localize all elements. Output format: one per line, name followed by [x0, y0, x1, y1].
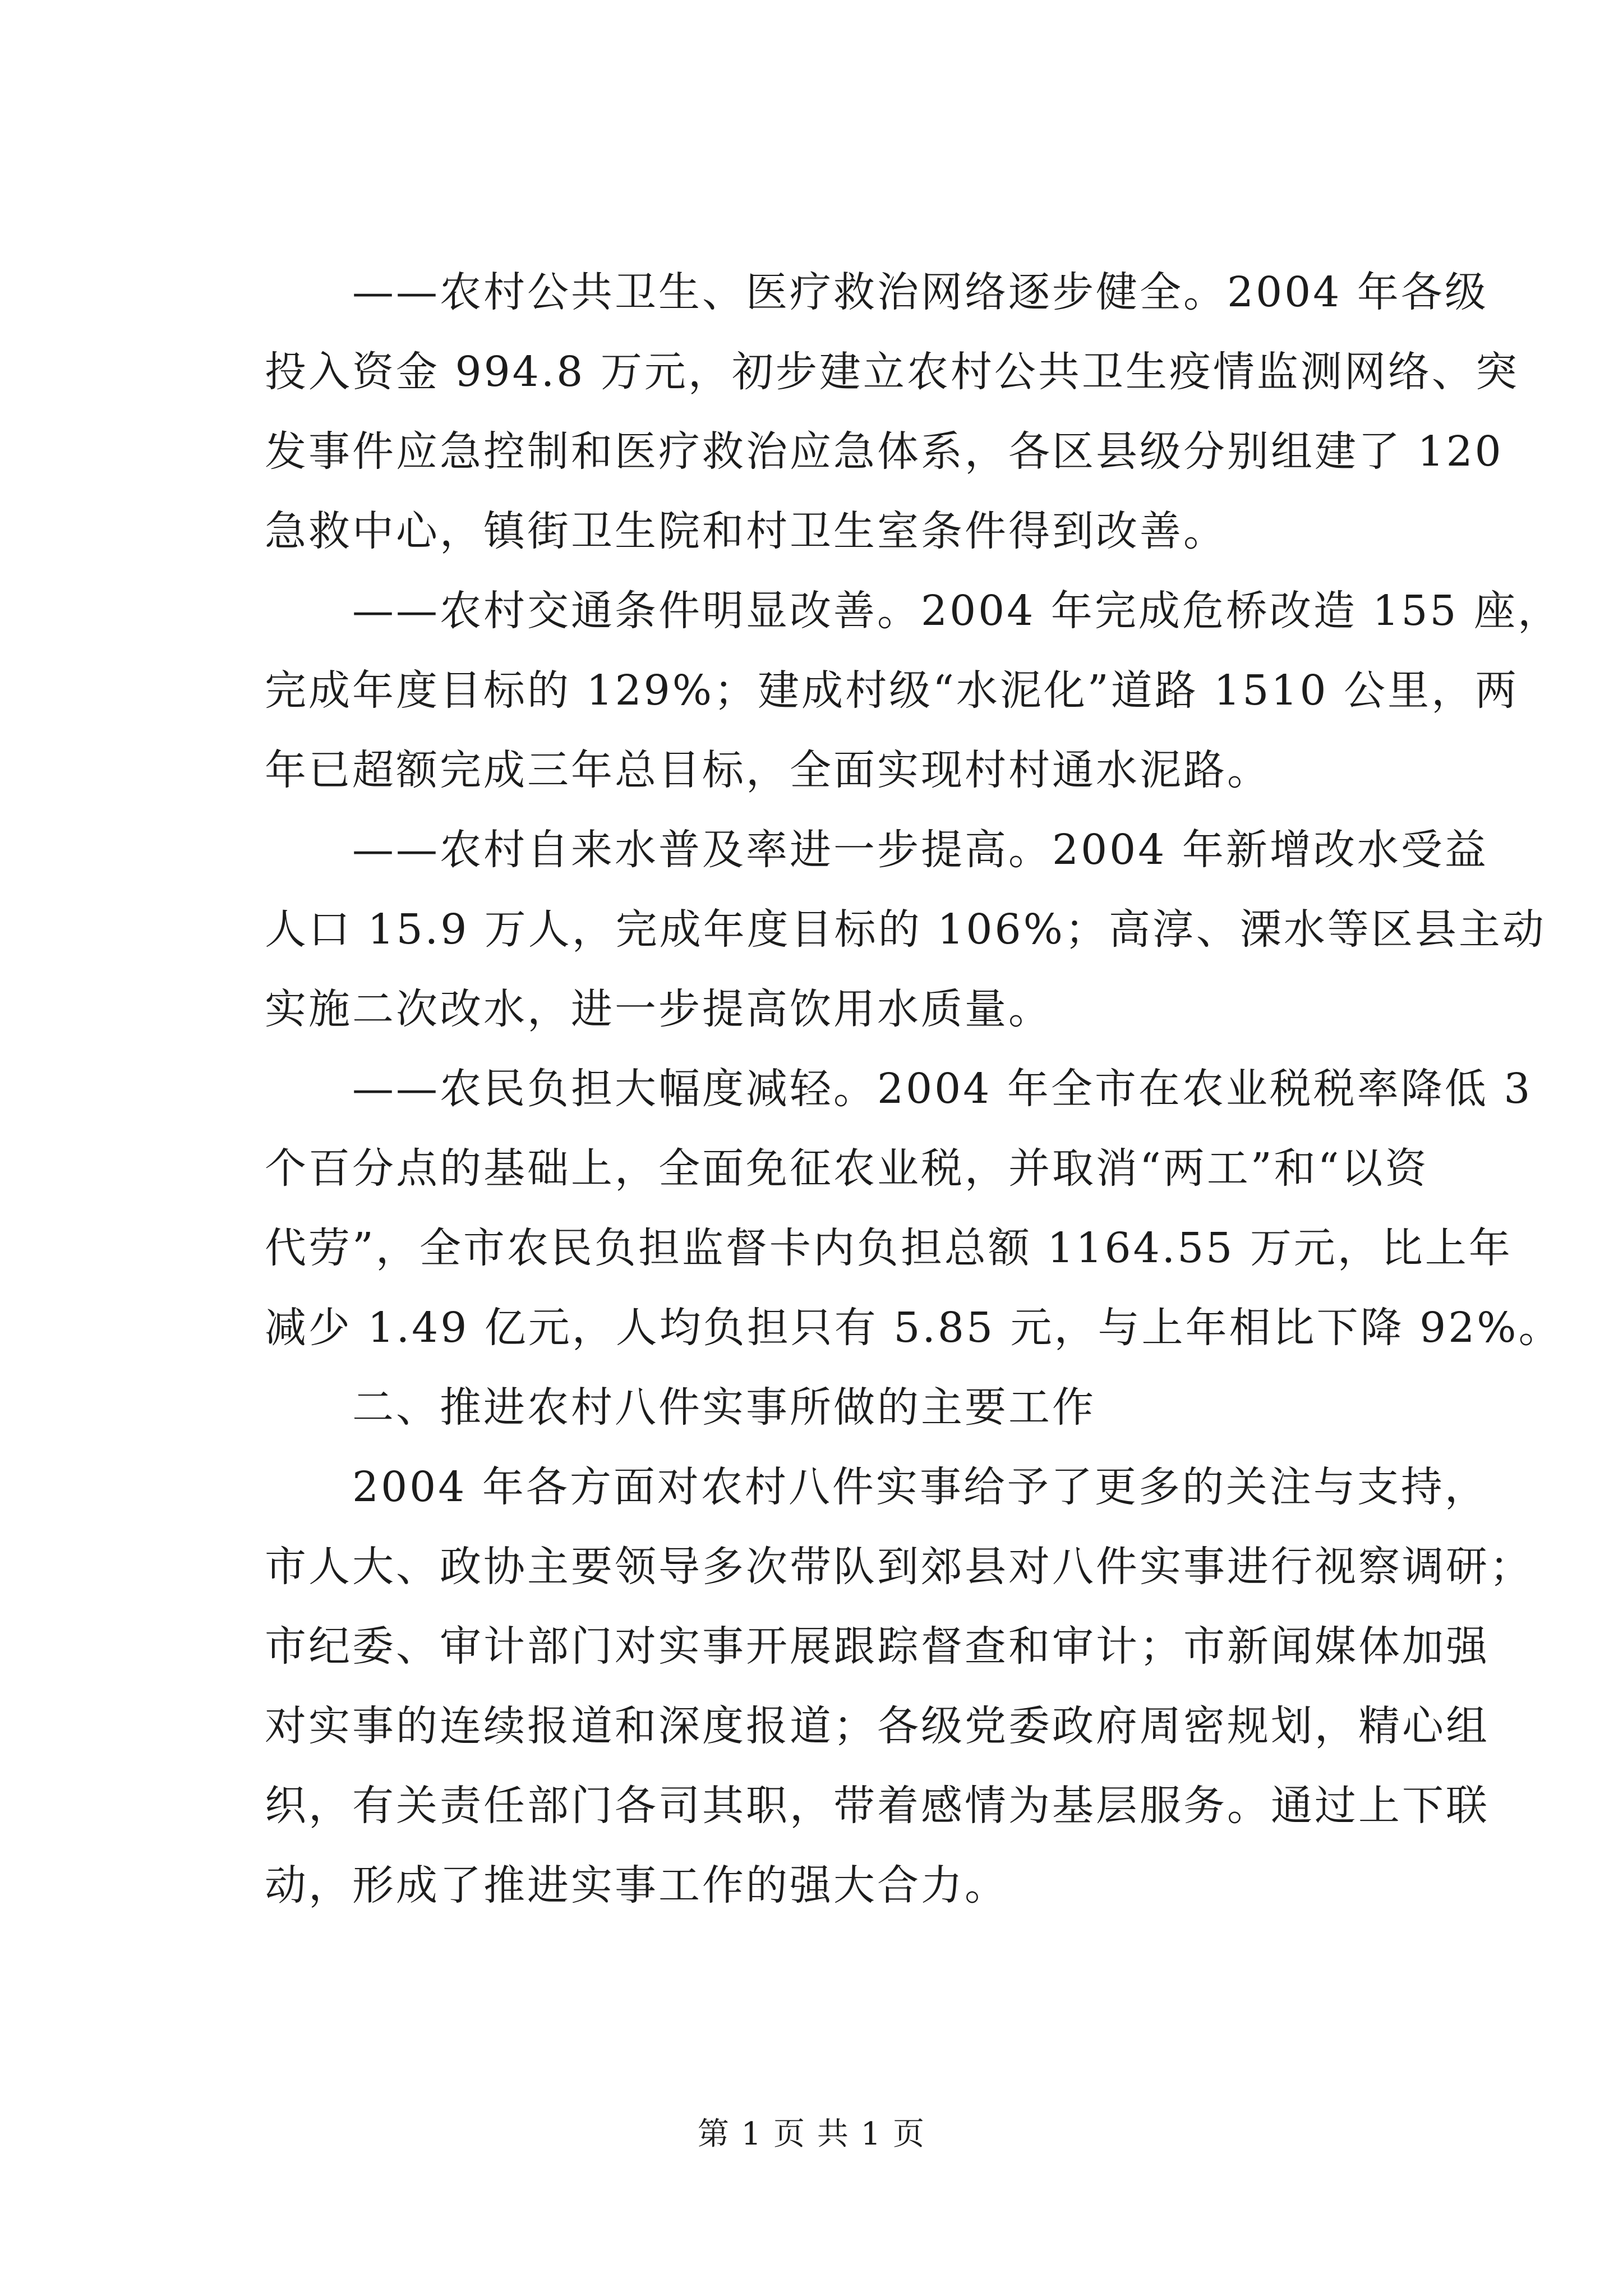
text-line: 人口 15.9 万人，完成年度目标的 106%；高淳、溧水等区县主动 [265, 905, 1546, 954]
text-line: 实施二次改水，进一步提高饮用水质量。 [265, 985, 1052, 1033]
text-line: 年已超额完成三年总目标，全面实现村村通水泥路。 [265, 746, 1271, 794]
text-line: ——农村自来水普及率进一步提高。2004 年新增改水受益 [265, 826, 1488, 874]
text-line: 代劳”，全市农民负担监督卡内负担总额 1164.55 万元，比上年 [265, 1224, 1513, 1272]
section-heading: 二、推进农村八件实事所做的主要工作 [265, 1383, 1096, 1432]
text-line: 动，形成了推进实事工作的强大合力。 [265, 1861, 1008, 1910]
document-body [265, 252, 1562, 1925]
text-line: ——农村公共卫生、医疗救治网络逐步健全。2004 年各级 [265, 268, 1488, 316]
text-line: 急救中心，镇街卫生院和村卫生室条件得到改善。 [265, 507, 1227, 555]
text-line: ——农村交通条件明显改善。2004 年完成危桥改造 155 座， [265, 587, 1562, 635]
text-line: 织，有关责任部门各司其职，带着感情为基层服务。通过上下联 [265, 1782, 1490, 1830]
text-line: 对实事的连续报道和深度报道；各级党委政府周密规划，精心组 [265, 1702, 1490, 1750]
text-line: ——农民负担大幅度减轻。2004 年全市在农业税税率降低 3 [265, 1065, 1533, 1113]
text-line: 减少 1.49 亿元，人均负担只有 5.85 元，与上年相比下降 92%。 [265, 1304, 1562, 1352]
text-line: 完成年度目标的 129%；建成村级“水泥化”道路 1510 公里，两 [265, 666, 1519, 715]
text-line: 个百分点的基础上，全面免征农业税，并取消“两工”和“以资 [265, 1144, 1429, 1193]
page-number-footer: 第 1 页 共 1 页 [697, 2116, 926, 2152]
text-line: 发事件应急控制和医疗救治应急体系，各区县级分别组建了 120 [265, 427, 1504, 476]
text-line: 2004 年各方面对农村八件实事给予了更多的关注与支持， [265, 1463, 1488, 1511]
text-line: 市纪委、审计部门对实事开展跟踪督查和审计；市新闻媒体加强 [265, 1622, 1490, 1671]
text-line: 投入资金 994.8 万元，初步建立农村公共卫生疫情监测网络、突 [265, 348, 1519, 396]
text-line: 市人大、政协主要领导多次带队到郊县对八件实事进行视察调研； [265, 1543, 1533, 1591]
